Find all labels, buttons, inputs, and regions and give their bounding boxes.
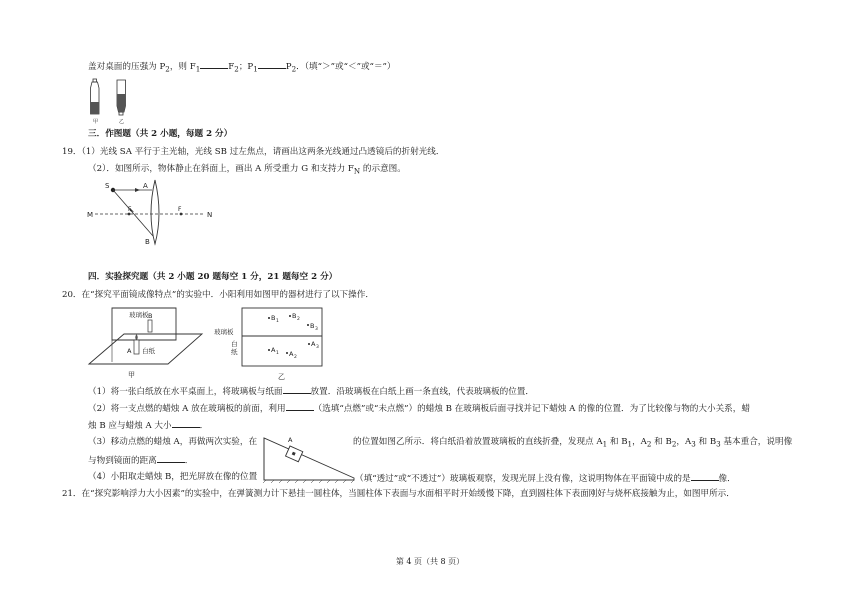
q18-text: ，则 F — [169, 62, 196, 72]
answer-blank[interactable] — [157, 454, 185, 463]
label-F-right: F — [178, 206, 182, 213]
label-A: A — [127, 347, 132, 355]
incline-figure — [262, 430, 357, 482]
question-number: 19． — [62, 147, 82, 157]
q20-s3-right — [353, 437, 792, 450]
sub: 3 — [716, 439, 721, 449]
q20-text: 放置．沿玻璃板在白纸上画一条直线，代表玻璃板的位置． — [310, 387, 534, 397]
q20-s4 — [88, 472, 257, 483]
q19-part1 — [62, 147, 445, 158]
q20-text: 像． — [718, 474, 736, 484]
section-3-title: 三．作图题（共 2 小题，每题 2 分） — [88, 129, 233, 139]
label-A: A — [143, 182, 148, 190]
sub: 2 — [165, 64, 170, 74]
bottle-inverted — [117, 80, 126, 115]
q20-text: （填“透过”或“不透过”）玻璃板观察，发现光屏上没有像，这说明物体在平面镜中成的是 — [355, 474, 691, 484]
answer-blank[interactable] — [258, 60, 286, 69]
label-F-left: F — [128, 206, 132, 213]
q20-text: ，A — [676, 437, 692, 447]
point-B3: B — [310, 322, 315, 330]
sub: 1 — [195, 64, 201, 74]
lens-diagram — [85, 178, 225, 248]
label-N: N — [207, 211, 213, 219]
candle-A — [134, 340, 139, 354]
caption-yi: 乙 — [278, 373, 285, 381]
sub: 1 — [276, 351, 279, 356]
caption-jia: 甲 — [128, 371, 135, 379]
bottle-label-jia: 甲 — [93, 119, 99, 125]
sub: 2 — [291, 64, 297, 74]
sub: 2 — [294, 355, 297, 360]
q20-intro: 20．在“探究平面镜成像特点”的实验中．小阳利用如图甲的器材进行了以下操作． — [62, 290, 374, 300]
q20-s2 — [88, 402, 750, 415]
sub: 3 — [691, 439, 696, 449]
sub: 3 — [316, 345, 319, 350]
q20-text: （1）将一张白纸放在水平桌面上，将玻璃板与纸面 — [88, 387, 283, 397]
bottle-label-yi: 乙 — [119, 119, 125, 125]
point-A3: A — [311, 340, 316, 348]
q20-s1 — [88, 385, 534, 398]
q20-text: 与物到镜面的距离 — [88, 456, 157, 466]
q20-text: 基本重合，说明像 — [720, 437, 793, 447]
q18-text: ．（填“＞”或“＜”或“＝”） — [296, 62, 396, 72]
candle-B — [148, 320, 152, 332]
paper-label-2: 纸 — [231, 348, 238, 356]
q20-text: ． — [199, 421, 209, 431]
points-B — [268, 312, 318, 332]
q18-tail-line — [88, 60, 396, 75]
sub: 1 — [602, 439, 608, 449]
sub: 2 — [646, 439, 652, 449]
sub: 1 — [627, 439, 633, 449]
q20-s2-cont — [88, 419, 208, 432]
block-label: A — [288, 436, 293, 444]
points-A — [268, 340, 319, 360]
glass-label: 玻璃板 — [214, 328, 234, 336]
q18-text: ；P — [238, 62, 254, 72]
answer-blank[interactable] — [691, 472, 719, 481]
bottle-upright — [91, 79, 100, 114]
page-footer: 第 4 页（共 8 页） — [395, 557, 465, 566]
bottles-figure — [88, 76, 138, 126]
q20-text: （选填“点燃”或“未点燃”）的蜡烛 B 在玻璃板后面寻找并记下蜡烛 A 的像的位置．为了比较像与物的大小关系，蜡 — [313, 404, 750, 414]
q20-text: 和 B — [651, 437, 672, 447]
mirror-figure-jia — [84, 304, 204, 379]
incline — [264, 438, 354, 480]
label-S: S — [105, 182, 110, 190]
q18-text: F — [228, 62, 235, 72]
sub: 2 — [234, 64, 239, 74]
section-4-title: 四．实验探究题（共 2 小题 20 题每空 1 分，21 题每空 2 分） — [88, 272, 338, 282]
q20-text: （2）将一支点燃的蜡烛 A 放在玻璃板的前面，利用 — [88, 404, 286, 414]
paper-label: 白纸 — [142, 347, 155, 355]
convex-lens — [151, 180, 159, 244]
mirror-figure-yi — [212, 306, 332, 381]
answer-blank[interactable] — [283, 385, 311, 394]
q20-text: （4）小阳取走蜡烛 B，把光屏放在像的位置 — [88, 472, 258, 482]
q19-text: （2）．如图所示，物体静止在斜面上，画出 A 所受重力 G 和支持力 F — [88, 164, 354, 174]
answer-blank[interactable] — [172, 419, 200, 428]
point-A2: A — [289, 350, 294, 358]
label-M: M — [87, 211, 94, 219]
q20-text: 烛 B 应与蜡烛 A 大小 — [88, 421, 172, 431]
answer-blank[interactable] — [200, 60, 228, 69]
paper-rect — [242, 308, 322, 366]
q20-text: ，A — [632, 437, 647, 447]
label-B: B — [145, 238, 150, 246]
q21-text: 21．在“探究影响浮力大小因素”的实验中，在弹簧测力计下悬挂一圆柱体，当圆柱体下表面与水面相平时开始缓慢下降，直到圆柱体下表面刚好与烧杯底接触为止，如图甲所示． — [62, 489, 735, 499]
point-A1: A — [271, 346, 276, 354]
q20-text: 的位置如图乙所示．将白纸沿着放置玻璃板的直线折叠，发现点 A — [353, 437, 603, 447]
q20-s4-right — [355, 472, 736, 485]
glass-label: 玻璃板 — [129, 311, 149, 319]
sub: 2 — [297, 317, 300, 322]
q19-text: （1）光线 SA 平行于主光轴，光线 SB 过左焦点，请画出这两条光线通过凸透镜后的折射光线． — [81, 147, 445, 157]
label-B: B — [148, 312, 153, 320]
q20-text: （3）移动点燃的蜡烛 A，再做两次实验，在 — [88, 437, 258, 447]
answer-blank[interactable] — [286, 402, 314, 411]
q20-text: 和 B — [695, 437, 717, 447]
q19-part2 — [88, 164, 406, 177]
sub: 1 — [253, 64, 258, 74]
point-B1: B — [271, 314, 276, 322]
q20-s3 — [88, 437, 257, 448]
q20-s3-cont — [88, 454, 193, 467]
q19-text: 的示意图。 — [360, 164, 406, 174]
q20-text: ． — [184, 456, 194, 466]
sub: 1 — [276, 319, 279, 324]
sub: 2 — [671, 439, 677, 449]
q18-text: 盖对桌面的压强为 P — [88, 62, 166, 72]
q20-text: 和 B — [607, 437, 628, 447]
q18-text: P — [285, 62, 292, 72]
sub: 3 — [315, 327, 318, 332]
point-B2: B — [292, 312, 297, 320]
sub: N — [353, 166, 361, 176]
paper-label: 白 — [231, 340, 238, 348]
